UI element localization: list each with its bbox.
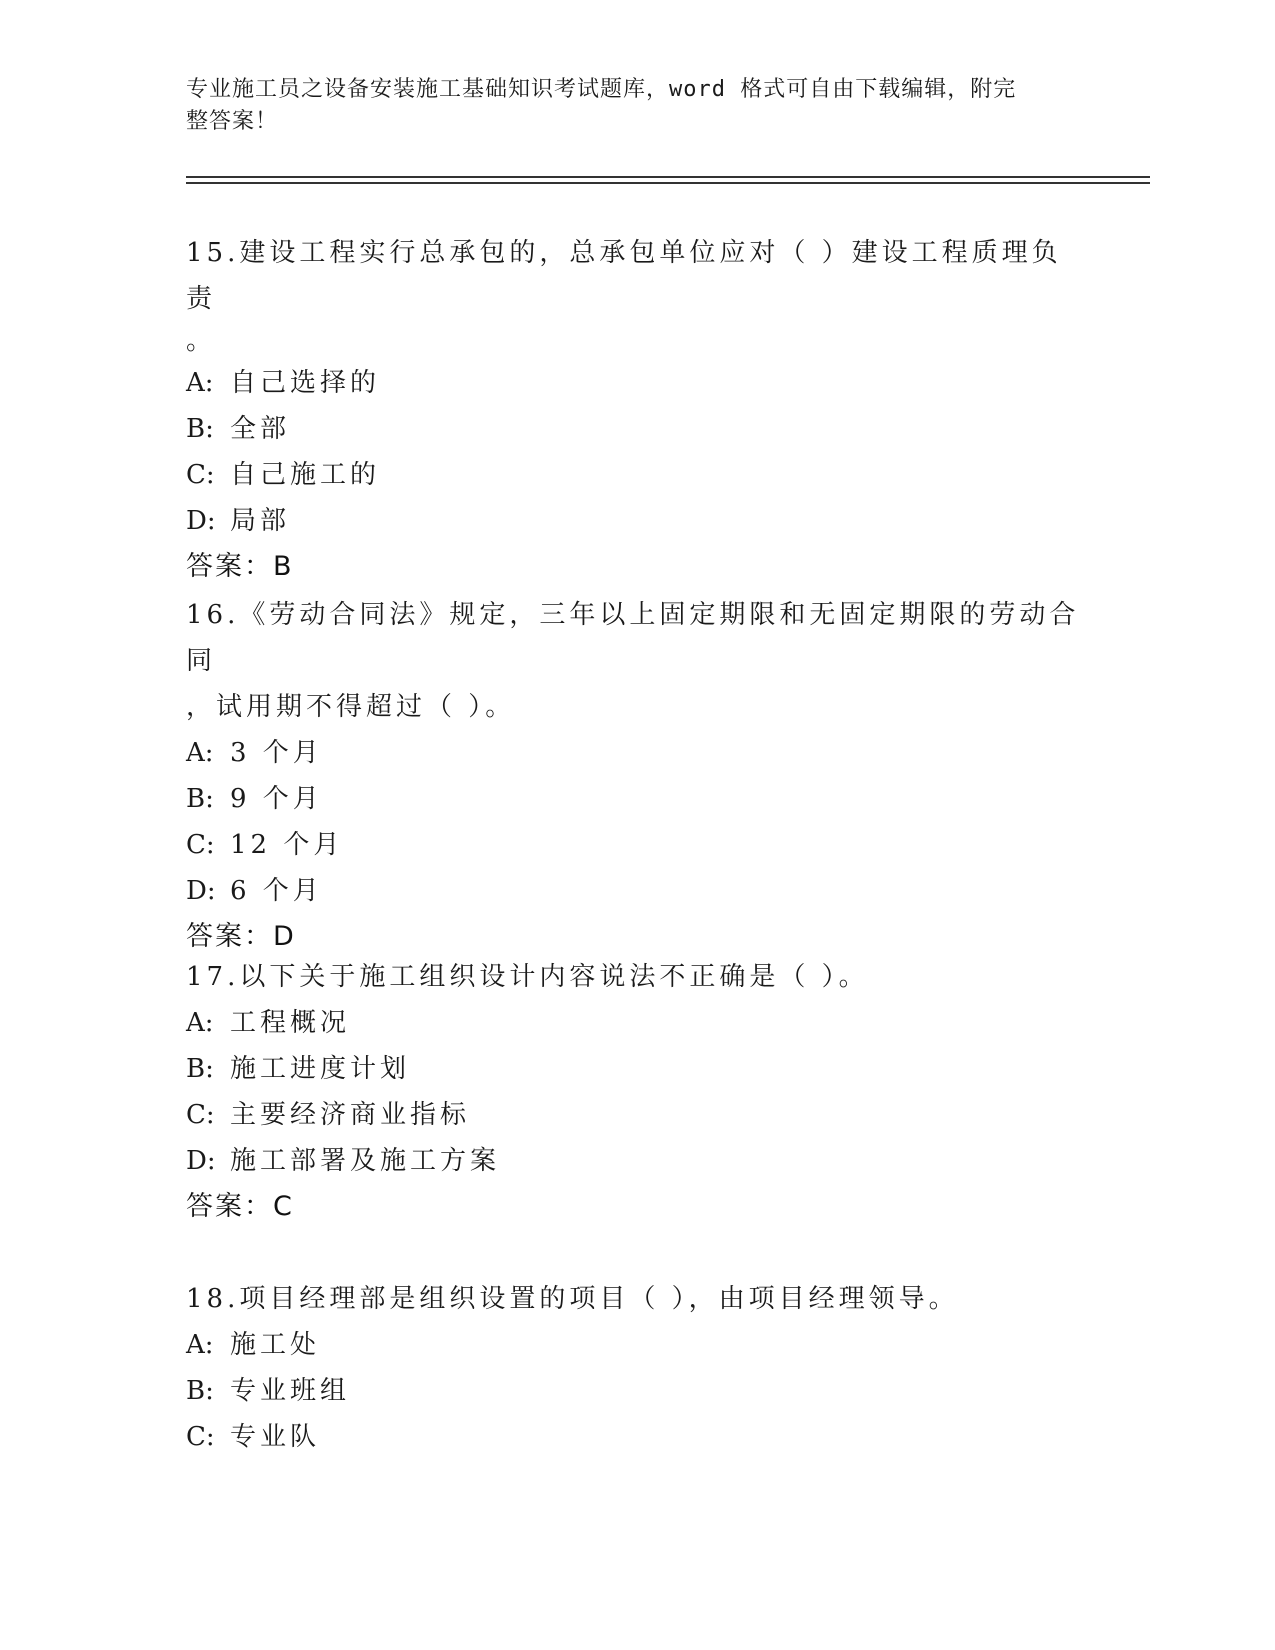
option-a	[186, 1322, 1086, 1368]
option-c	[186, 1414, 1086, 1460]
option-key: B:	[186, 784, 214, 814]
option-key: B:	[186, 1376, 214, 1406]
question-18	[186, 1276, 1086, 1460]
option-b	[186, 1046, 1086, 1092]
option-b	[186, 406, 1086, 452]
option-text: 全部	[230, 414, 291, 444]
option-d	[186, 1138, 1086, 1184]
document-header	[186, 74, 1086, 138]
option-key: A:	[186, 1330, 214, 1360]
option-text: 主要经济商业指标	[230, 1100, 471, 1130]
answer: 答案：D	[186, 921, 296, 952]
header-line-1: 专业施工员之设备安装施工基础知识考试题库，word 格式可自由下载编辑，附完	[186, 77, 1017, 102]
option-key: D:	[186, 506, 216, 536]
answer: 答案：C	[186, 1191, 294, 1222]
option-text: 施工处	[230, 1330, 321, 1360]
option-b	[186, 1368, 1086, 1414]
option-a	[186, 360, 1086, 406]
option-text: 12 个月	[230, 830, 344, 860]
option-d	[186, 868, 1086, 914]
option-key: A:	[186, 1008, 214, 1038]
option-key: C:	[186, 1422, 215, 1452]
option-b	[186, 776, 1086, 822]
option-text: 专业队	[230, 1422, 321, 1452]
question-15	[186, 230, 1086, 590]
question-text-continued: 。	[186, 326, 217, 356]
option-a	[186, 1000, 1086, 1046]
option-c	[186, 822, 1086, 868]
question-text: 16.《劳动合同法》规定，三年以上固定期限和无固定期限的劳动合同	[186, 600, 1080, 676]
option-text: 施工部署及施工方案	[230, 1146, 501, 1176]
option-c	[186, 452, 1086, 498]
option-text: 9 个月	[230, 784, 323, 814]
option-key: C:	[186, 830, 215, 860]
option-key: D:	[186, 1146, 216, 1176]
option-key: A:	[186, 738, 214, 768]
question-17	[186, 954, 1086, 1230]
option-text: 3 个月	[230, 738, 323, 768]
option-text: 工程概况	[230, 1008, 351, 1038]
option-key: B:	[186, 1054, 214, 1084]
option-text: 自己施工的	[230, 460, 381, 490]
question-text: 18.项目经理部是组织设置的项目（ ），由项目经理领导。	[186, 1284, 959, 1314]
option-a	[186, 730, 1086, 776]
option-text: 自己选择的	[230, 368, 381, 398]
option-key: C:	[186, 460, 215, 490]
answer: 答案：B	[186, 551, 294, 582]
option-c	[186, 1092, 1086, 1138]
header-divider-top	[186, 176, 1150, 178]
option-text: 施工进度计划	[230, 1054, 411, 1084]
question-16	[186, 592, 1086, 960]
question-text: 15.建设工程实行总承包的，总承包单位应对（ ）建设工程质理负责	[186, 238, 1062, 314]
header-divider-bottom	[186, 182, 1150, 184]
option-key: D:	[186, 876, 216, 906]
option-d	[186, 498, 1086, 544]
header-line-2: 整答案！	[186, 109, 279, 134]
option-text: 专业班组	[230, 1376, 351, 1406]
option-text: 局部	[230, 506, 291, 536]
option-key: B:	[186, 414, 214, 444]
question-text: 17.以下关于施工组织设计内容说法不正确是（ ）。	[186, 962, 869, 992]
question-text-continued: ，试用期不得超过（ ）。	[186, 692, 516, 722]
option-text: 6 个月	[230, 876, 323, 906]
option-key: C:	[186, 1100, 215, 1130]
option-key: A:	[186, 368, 214, 398]
